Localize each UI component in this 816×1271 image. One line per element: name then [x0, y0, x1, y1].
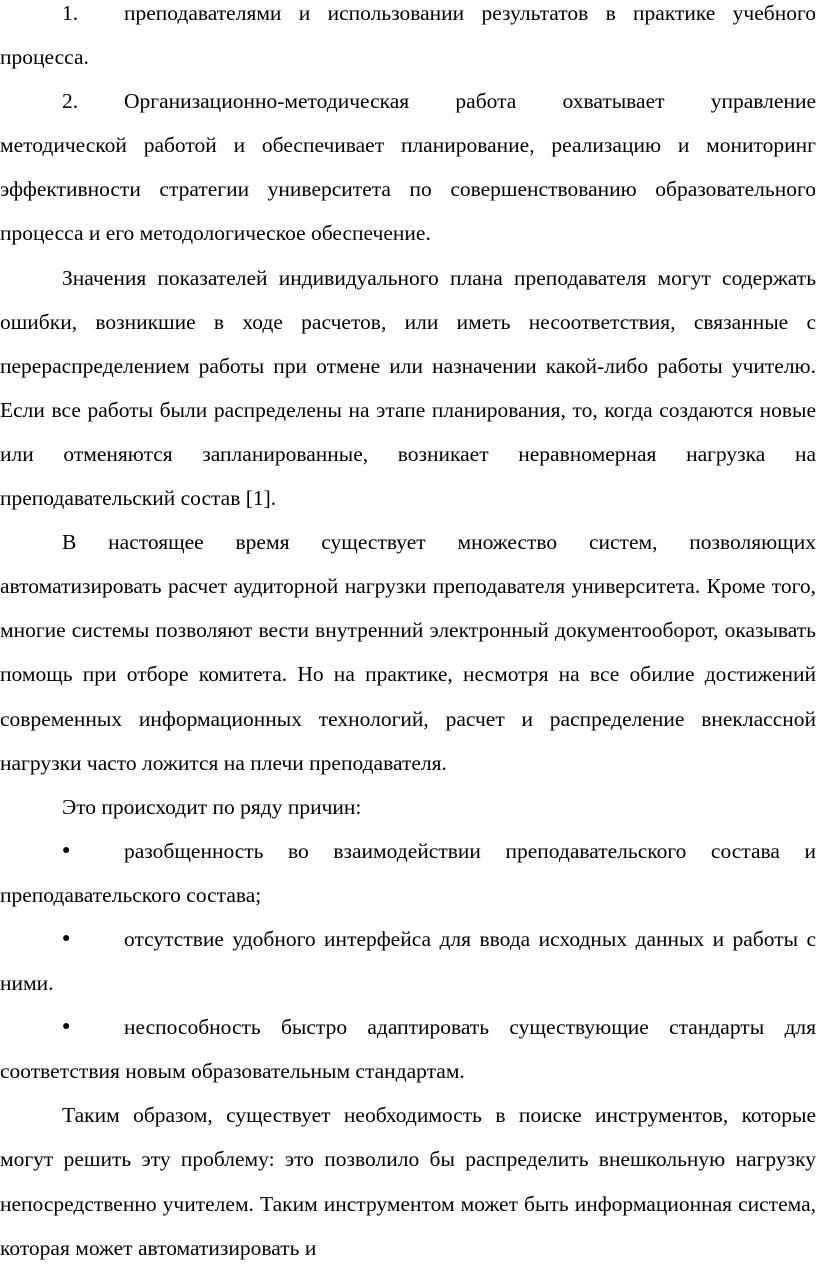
numbered-item-2: [0, 79, 816, 255]
bullet-text: неспособность быстро адаптировать существующие стандарты для соответствия новым образовательным стандартам.: [0, 1015, 816, 1084]
paragraph: В настоящее время существует множество систем, позволяющих автоматизировать расчет аудиторной нагрузки преподавателя университета. Кроме того, многие системы позволяют вести внутренний электронный документооборот, оказывать помощь при отборе комитета. Но на практике, несмотря на все обилие достижений современных информационных технологий, расчет и распределение внеклассной нагрузки часто ложится на плечи преподавателя.: [0, 530, 816, 775]
paragraph: Значения показателей индивидуального плана преподавателя могут содержать ошибки, возникшие в ходе расчетов, или иметь несоответствия, связанные с перераспределением работы при отмене или назначении какой-либо работы учителю. Если все работы были распределены на этапе планирования, то, когда создаются новые или отменяются запланированные, возникает неравномерная нагрузка на преподавательский состав [1].: [0, 265, 816, 511]
bullet-text: разобщенность во взаимодействии преподавательского состава и преподавательского состава;: [0, 838, 816, 907]
paragraph: Это происходит по ряду причин:: [62, 794, 362, 819]
bullet-icon: ●: [62, 1019, 71, 1035]
paragraph-text: Организационно-методическая работа охватывает управление методической работой и обеспечивает планирование, реализацию и мониторинг эффективности стратегии университета по совершенствованию образовательного процесса и его методологическое обеспечение.: [0, 89, 816, 246]
bullet-item: [0, 917, 816, 1005]
paragraph-text: преподавателями и использовании результатов в практике учебного процесса.: [0, 1, 816, 70]
bullet-icon: ●: [62, 842, 71, 858]
paragraph: Таким образом, существует необходимость в поиске инструментов, которые могут решить эту проблему: это позволило бы распределить внешкольную нагрузку непосредственно учителем. Таким инструментом может быть информационная система, которая может автоматизировать и: [0, 1103, 816, 1260]
list-number: 2.: [62, 89, 79, 114]
list-number: 1.: [62, 1, 79, 25]
bullet-item: [0, 1005, 816, 1093]
bullet-icon: ●: [62, 930, 71, 946]
numbered-item-1: [0, 0, 816, 79]
bullet-item: [0, 829, 816, 917]
bullet-text: отсутствие удобного интерфейса для ввода исходных данных и работы с ними.: [0, 926, 816, 996]
